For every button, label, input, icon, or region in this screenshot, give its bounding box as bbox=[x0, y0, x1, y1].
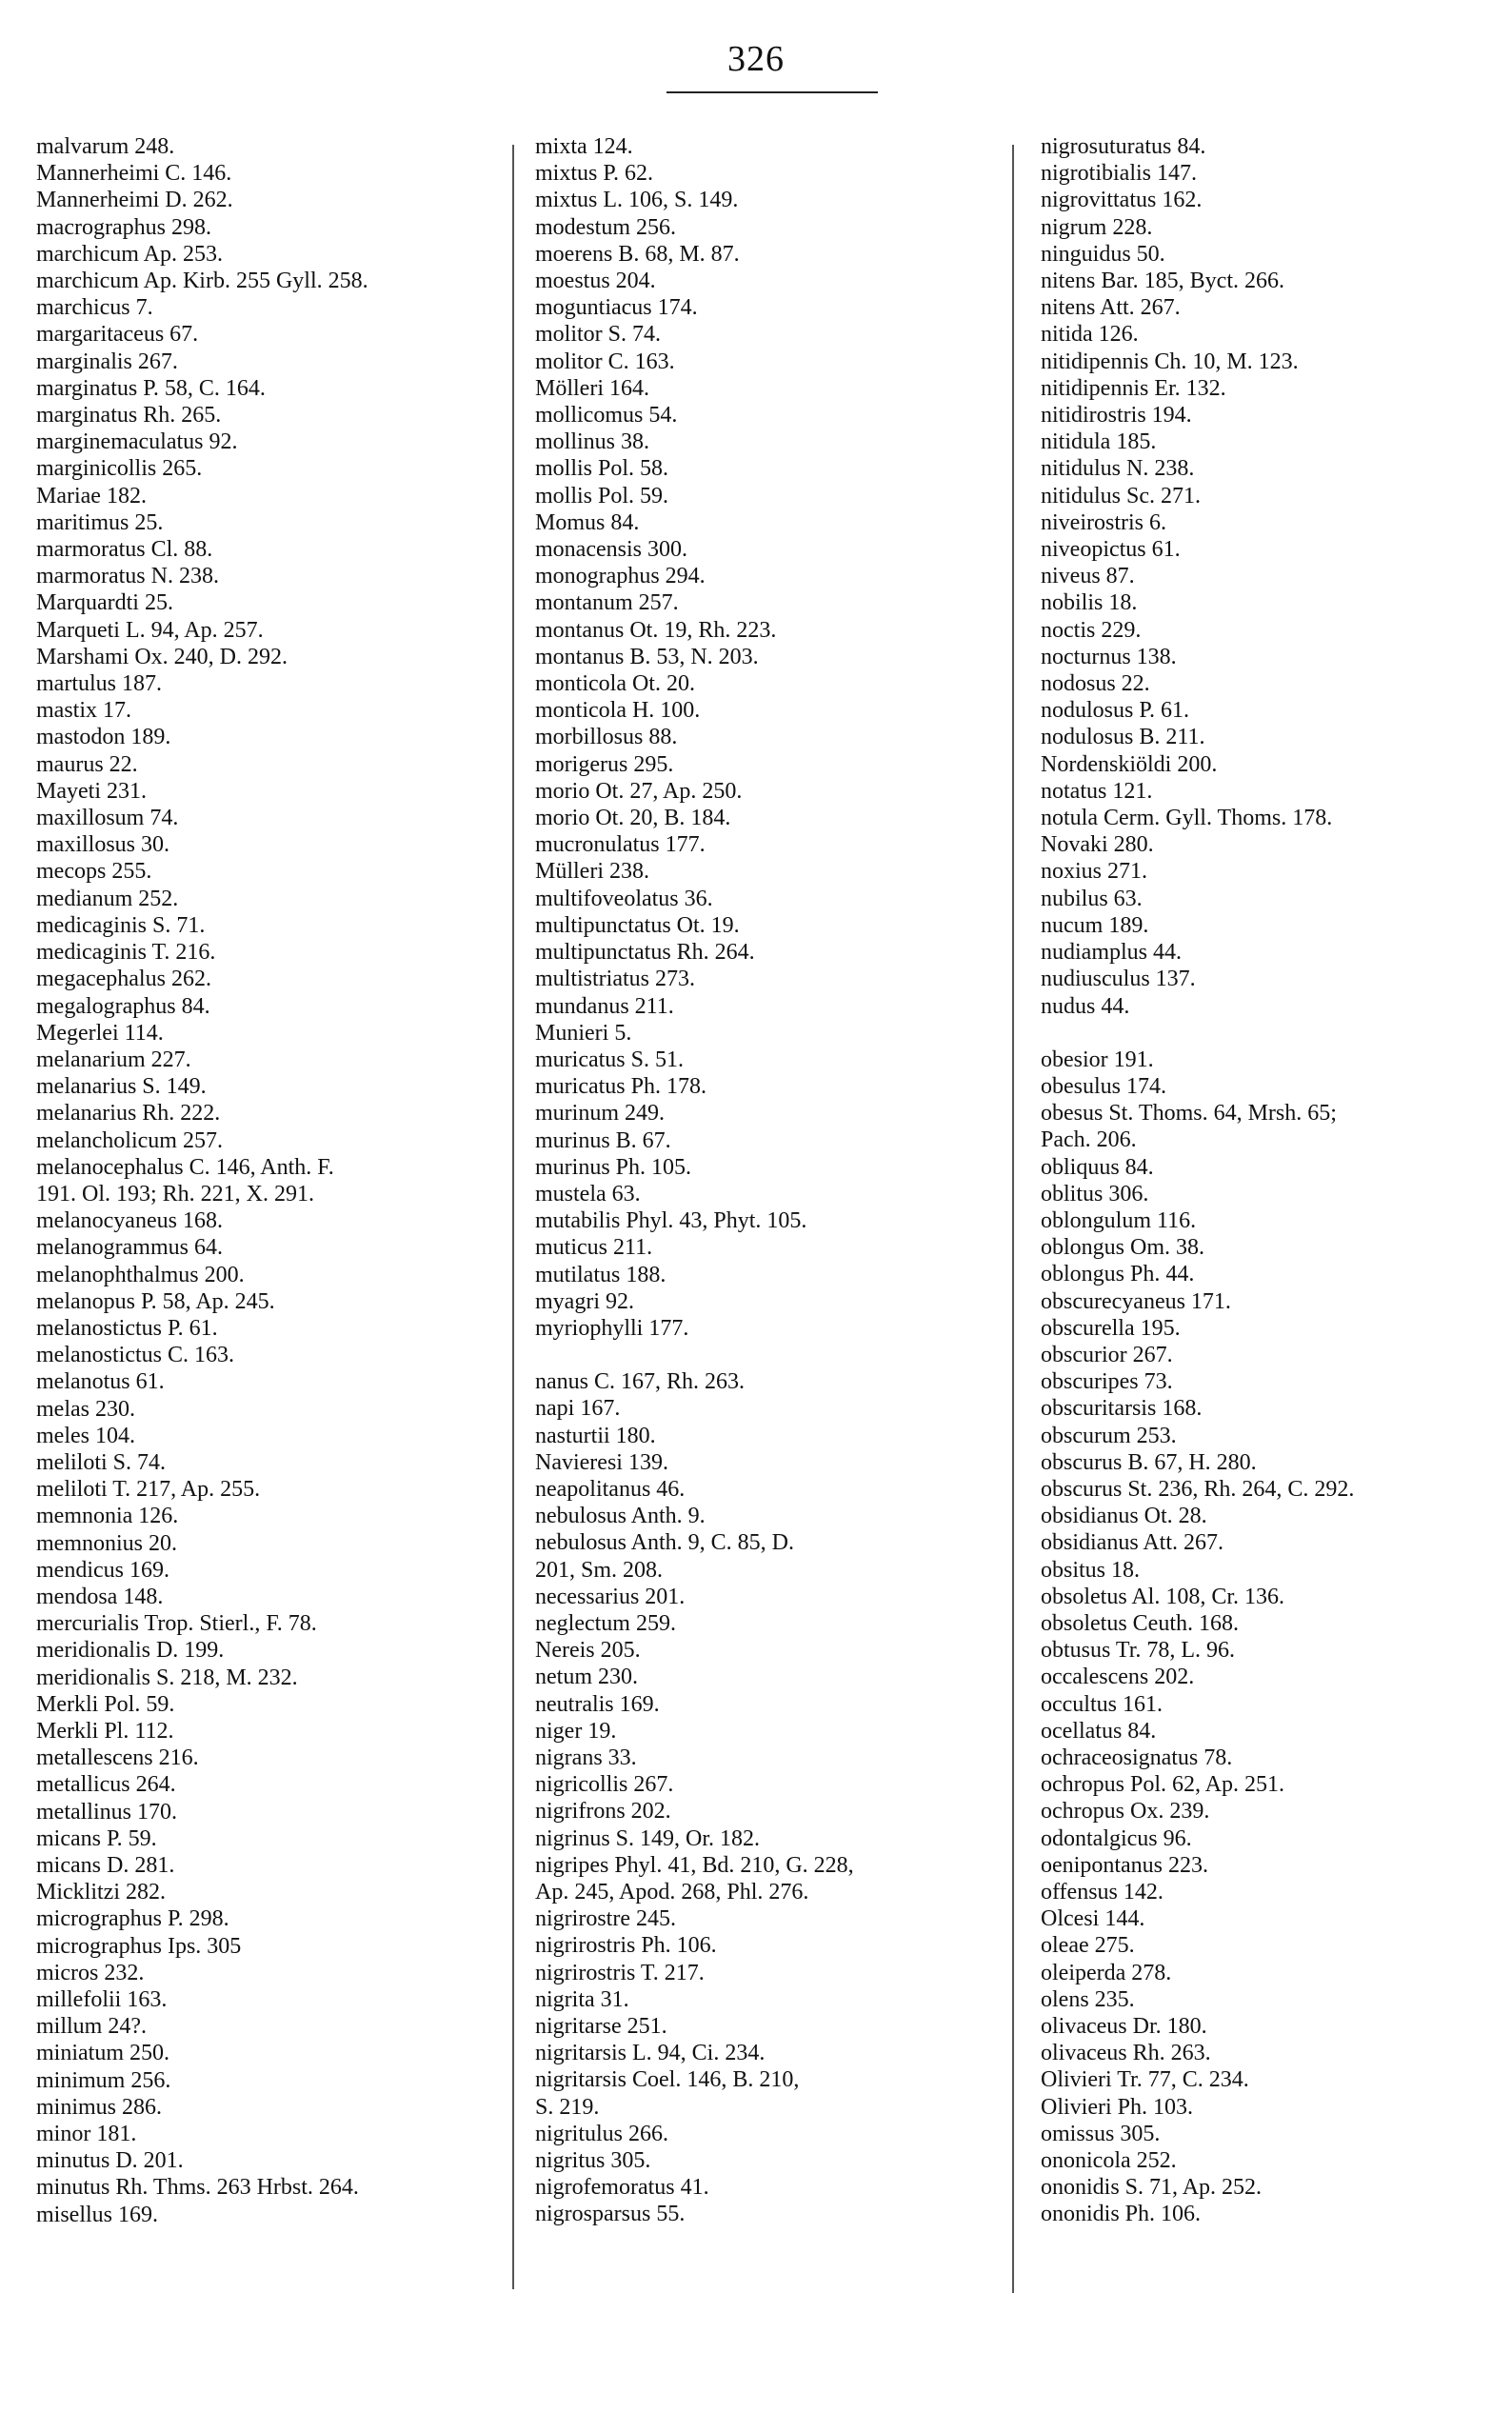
index-entry: omissus 305. bbox=[1041, 2121, 1161, 2146]
index-entry: nucum 189. bbox=[1041, 912, 1149, 938]
index-entry: melanostictus P. 61. bbox=[36, 1315, 218, 1341]
index-entry: minutus Rh. Thms. 263 Hrbst. 264. bbox=[36, 2175, 359, 2201]
index-entry: ochraceosignatus 78. bbox=[1041, 1745, 1233, 1770]
index-entry: metallicus 264. bbox=[36, 1772, 176, 1798]
index-entry: marginemaculatus 92. bbox=[36, 429, 238, 455]
index-entry: nitidipennis Er. 132. bbox=[1041, 375, 1226, 401]
index-entry: Mölleri 164. bbox=[535, 375, 649, 401]
index-entry: nigritulus 266. bbox=[535, 2121, 669, 2146]
index-entry: monticola H. 100. bbox=[535, 698, 701, 724]
index-entry: Micklitzi 282. bbox=[36, 1880, 166, 1905]
index-entry: Marqueti L. 94, Ap. 257. bbox=[36, 617, 264, 643]
index-entry: meliloti S. 74. bbox=[36, 1449, 167, 1475]
index-entry: Marshami Ox. 240, D. 292. bbox=[36, 644, 288, 669]
index-entry: Mannerheimi C. 146. bbox=[36, 161, 232, 187]
index-entry: muricatus S. 51. bbox=[535, 1047, 684, 1072]
index-column-3 bbox=[1041, 133, 1488, 2228]
index-entry: maxillosum 74. bbox=[36, 806, 179, 831]
index-entry: marchicum Ap. Kirb. 255 Gyll. 258. bbox=[36, 269, 368, 294]
index-entry: morio Ot. 27, Ap. 250. bbox=[535, 778, 743, 804]
index-entry: marchicus 7. bbox=[36, 295, 153, 321]
index-entry: monographus 294. bbox=[535, 564, 706, 589]
index-entry: maxillosus 30. bbox=[36, 832, 170, 858]
index-entry: mixtus P. 62. bbox=[535, 161, 654, 187]
index-entry: obesior 191. bbox=[1041, 1047, 1154, 1072]
index-entry: morigerus 295. bbox=[535, 751, 674, 777]
index-entry: nigrosuturatus 84. bbox=[1041, 134, 1206, 159]
index-entry: obscurella 195. bbox=[1041, 1315, 1181, 1341]
column-divider bbox=[1012, 145, 1014, 2293]
index-entry: marginalis 267. bbox=[36, 349, 178, 374]
index-entry: multistriatus 273. bbox=[535, 967, 695, 992]
index-entry: muticus 211. bbox=[535, 1235, 653, 1261]
index-entry: martulus 187. bbox=[36, 671, 162, 697]
index-entry: morio Ot. 20, B. 184. bbox=[535, 806, 731, 831]
index-entry: monticola Ot. 20. bbox=[535, 671, 695, 697]
index-entry: nebulosus Anth. 9, C. 85, D. bbox=[535, 1530, 795, 1556]
index-entry: Merkli Pol. 59. bbox=[36, 1691, 175, 1717]
index-entry: Nereis 205. bbox=[535, 1638, 641, 1664]
index-entry: niveirostris 6. bbox=[1041, 509, 1166, 535]
index-entry: mutilatus 188. bbox=[535, 1262, 666, 1287]
index-entry: nobilis 18. bbox=[1041, 590, 1138, 616]
index-entry: noxius 271. bbox=[1041, 859, 1148, 885]
index-entry: Munieri 5. bbox=[535, 1020, 632, 1046]
index-entry: ninguidus 50. bbox=[1041, 241, 1165, 267]
index-entry: nigricollis 267. bbox=[535, 1772, 674, 1798]
index-entry: millefolii 163. bbox=[36, 1987, 168, 2013]
index-entry: nigripes Phyl. 41, Bd. 210, G. 228, bbox=[535, 1852, 854, 1878]
index-entry: molitor C. 163. bbox=[535, 349, 675, 374]
index-entry: nodulosus P. 61. bbox=[1041, 698, 1190, 724]
index-entry: morbillosus 88. bbox=[535, 725, 678, 750]
index-entry: nigrirostris T. 217. bbox=[535, 1960, 705, 1985]
index-entry: nigrinus S. 149, Or. 182. bbox=[535, 1825, 761, 1851]
index-entry: moerens B. 68, M. 87. bbox=[535, 241, 740, 267]
index-entry: obesus St. Thoms. 64, Mrsh. 65; bbox=[1041, 1101, 1337, 1127]
index-entry: melanopus P. 58, Ap. 245. bbox=[36, 1288, 275, 1314]
index-entry: nubilus 63. bbox=[1041, 886, 1143, 911]
index-entry: marchicum Ap. 253. bbox=[36, 241, 223, 267]
index-entry: Ap. 245, Apod. 268, Phl. 276. bbox=[535, 1880, 809, 1905]
index-entry: miniatum 250. bbox=[36, 2041, 169, 2066]
index-entry: obscurus St. 236, Rh. 264, C. 292. bbox=[1041, 1476, 1355, 1502]
index-entry: marginatus Rh. 265. bbox=[36, 403, 222, 429]
index-entry: ononidis S. 71, Ap. 252. bbox=[1041, 2175, 1263, 2201]
index-entry: obtusus Tr. 78, L. 96. bbox=[1041, 1638, 1236, 1664]
index-entry: multifoveolatus 36. bbox=[535, 886, 713, 911]
index-entry: obesulus 174. bbox=[1041, 1073, 1166, 1099]
index-entry: micros 232. bbox=[36, 1960, 145, 1985]
index-entry: Mayeti 231. bbox=[36, 778, 147, 804]
index-entry: obscuripes 73. bbox=[1041, 1369, 1173, 1395]
index-entry: meles 104. bbox=[36, 1423, 135, 1448]
index-entry: oleiperda 278. bbox=[1041, 1960, 1172, 1985]
index-entry: macrographus 298. bbox=[36, 214, 211, 240]
index-entry: mixtus L. 106, S. 149. bbox=[535, 188, 739, 213]
index-entry: mollinus 38. bbox=[535, 429, 650, 455]
index-entry: memnonius 20. bbox=[36, 1530, 177, 1556]
index-entry: Navieresi 139. bbox=[535, 1449, 668, 1475]
index-entry: mucronulatus 177. bbox=[535, 832, 706, 858]
index-entry: marginicollis 265. bbox=[36, 456, 203, 482]
index-entry: noctis 229. bbox=[1041, 617, 1142, 643]
index-entry: nanus C. 167, Rh. 263. bbox=[535, 1369, 746, 1395]
index-entry: molitor S. 74. bbox=[535, 322, 662, 348]
index-entry: metallescens 216. bbox=[36, 1745, 199, 1771]
index-entry: melanarius Rh. 222. bbox=[36, 1101, 221, 1127]
index-entry: nasturtii 180. bbox=[535, 1423, 656, 1448]
index-entry: neglectum 259. bbox=[535, 1610, 676, 1636]
index-entry: micrographus Ips. 305 bbox=[36, 1933, 242, 1959]
index-entry: montanum 257. bbox=[535, 590, 679, 616]
index-entry: myagri 92. bbox=[535, 1288, 634, 1314]
index-entry: nitidulus Sc. 271. bbox=[1041, 483, 1202, 509]
index-entry: melas 230. bbox=[36, 1396, 135, 1422]
index-entry: obscurior 267. bbox=[1041, 1342, 1173, 1367]
index-entry: nigrovittatus 162. bbox=[1041, 188, 1203, 213]
index-entry: occalescens 202. bbox=[1041, 1665, 1195, 1690]
index-entry: monacensis 300. bbox=[535, 537, 687, 563]
index-entry: nudiamplus 44. bbox=[1041, 940, 1182, 966]
index-entry: nitidirostris 194. bbox=[1041, 403, 1192, 429]
index-entry: medicaginis S. 71. bbox=[36, 912, 206, 938]
index-entry: nigrosparsus 55. bbox=[535, 2202, 686, 2227]
index-entry: micans D. 281. bbox=[36, 1853, 175, 1878]
index-entry: mollis Pol. 59. bbox=[535, 483, 669, 509]
index-entry: multipunctatus Rh. 264. bbox=[535, 940, 755, 966]
index-entry: nigritarsis L. 94, Ci. 234. bbox=[535, 2041, 766, 2066]
index-entry: nudiusculus 137. bbox=[1041, 967, 1196, 992]
index-entry: micrographus P. 298. bbox=[36, 1906, 229, 1932]
index-entry: nigritus 305. bbox=[535, 2148, 651, 2174]
index-entry: nigrotibialis 147. bbox=[1041, 161, 1197, 187]
index-entry: moguntiacus 174. bbox=[535, 295, 698, 321]
index-entry: murinum 249. bbox=[535, 1101, 665, 1127]
index-entry: obsidianus Att. 267. bbox=[1041, 1530, 1224, 1556]
index-entry: moestus 204. bbox=[535, 269, 656, 294]
index-entry: niger 19. bbox=[535, 1718, 617, 1744]
index-entry: olens 235. bbox=[1041, 1986, 1135, 2012]
index-entry: modestum 256. bbox=[535, 214, 676, 240]
index-entry: nitidipennis Ch. 10, M. 123. bbox=[1041, 349, 1299, 374]
index-entry: nitidula 185. bbox=[1041, 429, 1157, 455]
index-entry: mastix 17. bbox=[36, 698, 131, 724]
index-entry: notula Cerm. Gyll. Thoms. 178. bbox=[1041, 806, 1333, 831]
index-entry: myriophylli 177. bbox=[535, 1315, 689, 1341]
index-entry: melanocyaneus 168. bbox=[36, 1208, 223, 1234]
index-entry: millum 24?. bbox=[36, 2014, 147, 2040]
index-entry: mutabilis Phyl. 43, Phyt. 105. bbox=[535, 1208, 807, 1234]
index-entry: minimum 256. bbox=[36, 2067, 171, 2093]
index-entry: meridionalis D. 199. bbox=[36, 1638, 225, 1664]
index-entry: niveopictus 61. bbox=[1041, 537, 1181, 563]
index-entry: ononicola 252. bbox=[1041, 2148, 1177, 2174]
index-entry: mundanus 211. bbox=[535, 993, 674, 1019]
index-entry: Novaki 280. bbox=[1041, 832, 1154, 858]
index-entry: meridionalis S. 218, M. 232. bbox=[36, 1665, 298, 1690]
index-entry: oblongulum 116. bbox=[1041, 1207, 1197, 1233]
index-entry: melancholicum 257. bbox=[36, 1127, 223, 1153]
index-entry: olivaceus Dr. 180. bbox=[1041, 2014, 1207, 2040]
index-entry: napi 167. bbox=[535, 1396, 621, 1422]
index-entry: nudus 44. bbox=[1041, 993, 1130, 1019]
index-entry: megacephalus 262. bbox=[36, 967, 211, 992]
index-entry: Momus 84. bbox=[535, 509, 640, 535]
index-entry: mustela 63. bbox=[535, 1181, 641, 1207]
index-entry: nodosus 22. bbox=[1041, 671, 1150, 697]
index-entry: mollicomus 54. bbox=[535, 403, 678, 429]
index-entry: melanotus 61. bbox=[36, 1369, 165, 1395]
index-entry: megalographus 84. bbox=[36, 993, 210, 1019]
index-entry: mecops 255. bbox=[36, 859, 152, 885]
index-entry: oblongus Ph. 44. bbox=[1041, 1262, 1195, 1287]
index-entry: neapolitanus 46. bbox=[535, 1476, 686, 1502]
index-entry: nigrifrons 202. bbox=[535, 1799, 671, 1825]
index-entry: mixta 124. bbox=[535, 134, 633, 159]
index-entry: malvarum 248. bbox=[36, 134, 175, 159]
index-entry: nigrum 228. bbox=[1041, 214, 1153, 240]
index-entry: oblongus Om. 38. bbox=[1041, 1235, 1205, 1261]
index-entry: obsoletus Al. 108, Cr. 136. bbox=[1041, 1584, 1285, 1609]
index-entry: meliloti T. 217, Ap. 255. bbox=[36, 1477, 261, 1503]
index-entry: obscurecyaneus 171. bbox=[1041, 1288, 1231, 1314]
index-entry: offensus 142. bbox=[1041, 1880, 1164, 1905]
index-entry: murinus B. 67. bbox=[535, 1127, 671, 1153]
index-entry: Megerlei 114. bbox=[36, 1020, 164, 1046]
index-entry: mercurialis Trop. Stierl., F. 78. bbox=[36, 1611, 317, 1637]
index-entry: ochropus Pol. 62, Ap. 251. bbox=[1041, 1772, 1285, 1798]
index-entry: nitida 126. bbox=[1041, 322, 1139, 348]
index-entry: obliquus 84. bbox=[1041, 1154, 1154, 1180]
index-entry: oenipontanus 223. bbox=[1041, 1852, 1208, 1878]
index-entry: mendicus 169. bbox=[36, 1557, 169, 1583]
index-entry: Nordenskiöldi 200. bbox=[1041, 751, 1218, 777]
index-entry: occultus 161. bbox=[1041, 1691, 1163, 1717]
index-entry: mollis Pol. 58. bbox=[535, 456, 669, 482]
index-entry: memnonia 126. bbox=[36, 1504, 179, 1529]
index-entry: Pach. 206. bbox=[1041, 1127, 1137, 1153]
index-entry: Olivieri Ph. 103. bbox=[1041, 2094, 1193, 2120]
index-entry: marginatus P. 58, C. 164. bbox=[36, 375, 266, 401]
index-entry: nebulosus Anth. 9. bbox=[535, 1504, 706, 1529]
index-entry: Merkli Pl. 112. bbox=[36, 1718, 174, 1744]
index-entry: nigrirostris Ph. 106. bbox=[535, 1933, 717, 1959]
index-entry: nigrirostre 245. bbox=[535, 1906, 676, 1932]
index-entry: Mülleri 238. bbox=[535, 859, 649, 885]
index-entry: marmoratus Cl. 88. bbox=[36, 537, 213, 563]
index-entry: neutralis 169. bbox=[535, 1691, 660, 1717]
index-entry: nigrita 31. bbox=[535, 1986, 629, 2012]
index-entry: olivaceus Rh. 263. bbox=[1041, 2041, 1211, 2066]
index-entry: obscurus B. 67, H. 280. bbox=[1041, 1449, 1257, 1475]
column-divider bbox=[512, 145, 514, 2289]
index-entry: melanarius S. 149. bbox=[36, 1074, 207, 1100]
index-entry: maritimus 25. bbox=[36, 509, 164, 535]
index-entry: netum 230. bbox=[535, 1665, 638, 1690]
index-entry: Mariae 182. bbox=[36, 483, 147, 509]
index-entry: minor 181. bbox=[36, 2122, 137, 2147]
index-entry: obscuritarsis 168. bbox=[1041, 1396, 1203, 1422]
index-entry: multipunctatus Ot. 19. bbox=[535, 912, 740, 938]
index-entry: notatus 121. bbox=[1041, 778, 1153, 804]
index-entry: 191. Ol. 193; Rh. 221, X. 291. bbox=[36, 1181, 315, 1207]
index-column-1 bbox=[36, 133, 493, 2228]
index-entry: oleae 275. bbox=[1041, 1933, 1135, 1959]
index-entry: niveus 87. bbox=[1041, 564, 1135, 589]
index-entry: ononidis Ph. 106. bbox=[1041, 2202, 1202, 2227]
index-entry: Marquardti 25. bbox=[36, 590, 173, 616]
index-entry: nigrofemoratus 41. bbox=[535, 2175, 709, 2201]
index-entry: necessarius 201. bbox=[535, 1584, 686, 1609]
index-entry: metallinus 170. bbox=[36, 1799, 177, 1825]
index-entry: odontalgicus 96. bbox=[1041, 1825, 1192, 1851]
index-entry: minutus D. 201. bbox=[36, 2148, 184, 2174]
index-entry: melanogrammus 64. bbox=[36, 1235, 223, 1261]
index-entry: melanocephalus C. 146, Anth. F. bbox=[36, 1154, 334, 1180]
index-entry: obsidianus Ot. 28. bbox=[1041, 1504, 1207, 1529]
index-entry: ochropus Ox. 239. bbox=[1041, 1799, 1210, 1825]
index-entry: nocturnus 138. bbox=[1041, 644, 1177, 669]
index-entry: nitens Bar. 185, Byct. 266. bbox=[1041, 269, 1284, 294]
index-entry: oblitus 306. bbox=[1041, 1181, 1149, 1207]
index-entry: nigritarse 251. bbox=[535, 2014, 667, 2040]
index-entry: marmoratus N. 238. bbox=[36, 564, 219, 589]
index-entry: Olivieri Tr. 77, C. 234. bbox=[1041, 2067, 1249, 2093]
index-entry: medianum 252. bbox=[36, 886, 179, 911]
index-entry: margaritaceus 67. bbox=[36, 322, 199, 348]
index-entry: ocellatus 84. bbox=[1041, 1718, 1157, 1744]
index-column-2 bbox=[535, 133, 1011, 2228]
index-entry: mendosa 148. bbox=[36, 1584, 164, 1609]
index-entry: Mannerheimi D. 262. bbox=[36, 188, 233, 213]
index-entry: nigritarsis Coel. 146, B. 210, bbox=[535, 2067, 800, 2093]
index-entry: nodulosus B. 211. bbox=[1041, 725, 1205, 750]
index-entry: 201, Sm. 208. bbox=[535, 1557, 664, 1583]
index-entry: S. 219. bbox=[535, 2094, 600, 2120]
index-entry: melanarium 227. bbox=[36, 1047, 191, 1072]
index-entry: micans P. 59. bbox=[36, 1825, 157, 1851]
index-entry: nigrans 33. bbox=[535, 1745, 637, 1770]
index-entry: nitidulus N. 238. bbox=[1041, 456, 1195, 482]
header-rule bbox=[666, 91, 878, 93]
index-entry: maurus 22. bbox=[36, 751, 138, 777]
index-entry: montanus B. 53, N. 203. bbox=[535, 644, 759, 669]
index-entry: Olcesi 144. bbox=[1041, 1906, 1145, 1932]
index-entry: murinus Ph. 105. bbox=[535, 1154, 692, 1180]
page-number: 326 bbox=[727, 39, 785, 79]
index-entry: obsoletus Ceuth. 168. bbox=[1041, 1610, 1239, 1636]
index-entry: mastodon 189. bbox=[36, 725, 171, 750]
index-entry: minimus 286. bbox=[36, 2094, 163, 2120]
index-entry: montanus Ot. 19, Rh. 223. bbox=[535, 617, 777, 643]
index-entry: obscurum 253. bbox=[1041, 1423, 1177, 1448]
index-entry: melanophthalmus 200. bbox=[36, 1262, 245, 1287]
index-entry: obsitus 18. bbox=[1041, 1557, 1141, 1583]
index-entry: muricatus Ph. 178. bbox=[535, 1074, 706, 1100]
index-entry: medicaginis T. 216. bbox=[36, 940, 216, 966]
index-entry: nitens Att. 267. bbox=[1041, 295, 1181, 321]
index-entry: melanostictus C. 163. bbox=[36, 1343, 234, 1368]
index-entry: misellus 169. bbox=[36, 2202, 159, 2227]
